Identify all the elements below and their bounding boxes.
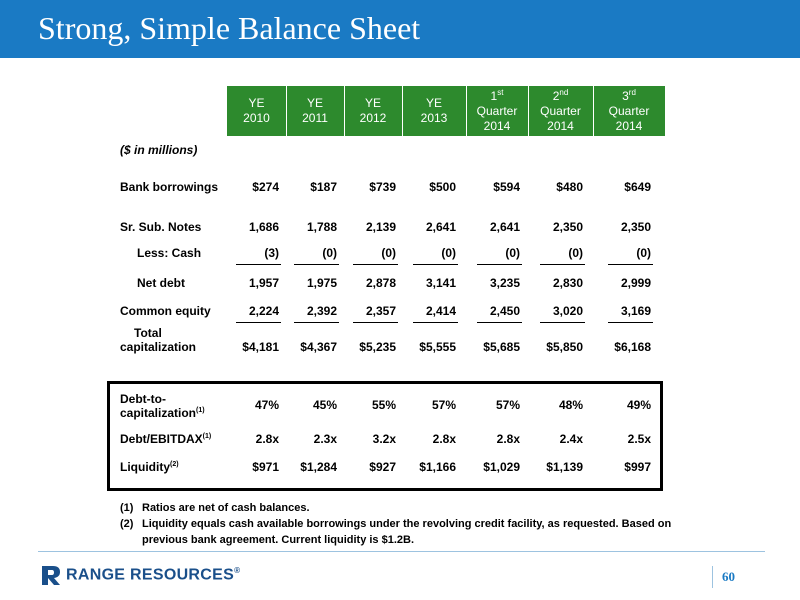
ratio-label: Liquidity$^{(2)}$ xyxy=(120,460,179,474)
table-cell: 2,878 xyxy=(365,276,396,290)
column-header-line1: 1st xyxy=(490,87,504,103)
column-header-line2: 2010 xyxy=(243,111,270,125)
subtotal-underline xyxy=(608,264,653,265)
row-label: Less: Cash xyxy=(137,246,202,260)
footnote xyxy=(120,516,680,548)
table-cell: 2,139 xyxy=(365,220,396,234)
ratio-cell: $997 xyxy=(624,460,651,474)
table-cell: $5,555 xyxy=(419,340,456,354)
subtotal-underline xyxy=(608,322,653,323)
subtotal-underline xyxy=(540,322,585,323)
page-title: Strong, Simple Balance Sheet xyxy=(38,10,421,46)
subtotal-underline xyxy=(236,264,281,265)
footnote-text: Ratios are net of cash balances. xyxy=(142,502,310,514)
column-header-line3: 2014 xyxy=(615,118,643,133)
ratio-cell: 2.3x xyxy=(313,432,337,446)
ratio-cell: 2.5x xyxy=(627,432,651,446)
subtotal-underline xyxy=(413,322,458,323)
column-header xyxy=(528,86,593,136)
footer-divider xyxy=(38,551,765,552)
footnote-number: (1) xyxy=(120,502,134,514)
ratio-cell: 55% xyxy=(371,398,396,412)
column-header-line1: YE xyxy=(364,96,381,110)
table-cell: $187 xyxy=(310,180,337,194)
table-cell: 3,235 xyxy=(489,276,520,290)
header-separator xyxy=(466,86,467,136)
table-cell: $5,235 xyxy=(359,340,396,354)
column-header-line1: YE xyxy=(306,96,323,110)
column-header xyxy=(466,86,528,136)
ratio-cell: 3.2x xyxy=(372,432,396,446)
table-cell: (0) xyxy=(568,246,583,260)
table-cell: 1,957 xyxy=(248,276,279,290)
table-cell: $649 xyxy=(624,180,651,194)
column-header-line1: 3rd xyxy=(622,87,636,103)
column-header-line2: 2011 xyxy=(302,111,328,125)
table-cell: $4,367 xyxy=(300,340,337,354)
ratio-cell: 49% xyxy=(626,398,651,412)
ratio-cell: 57% xyxy=(431,398,456,412)
table-cell: $5,850 xyxy=(546,340,583,354)
table-cell: 2,350 xyxy=(620,220,651,234)
footnotes xyxy=(120,500,680,548)
ratios-box xyxy=(107,381,663,491)
header-separator xyxy=(286,86,287,136)
table-cell: $6,168 xyxy=(614,340,651,354)
subtotal-underline xyxy=(477,322,522,323)
range-resources-logo xyxy=(40,564,240,586)
page-number-divider xyxy=(712,566,713,588)
column-header xyxy=(344,86,402,136)
subtotal-underline xyxy=(540,264,585,265)
ratio-cell: $1,139 xyxy=(546,460,583,474)
ratio-cell: $1,166 xyxy=(419,460,456,474)
table-cell: (0) xyxy=(381,246,396,260)
column-header-line2: Quarter xyxy=(540,103,581,118)
ratio-cell: $1,284 xyxy=(300,460,337,474)
logo-text: RANGE RESOURCES® xyxy=(66,565,241,584)
column-header-line3: 2014 xyxy=(483,118,511,133)
subtotal-underline xyxy=(413,264,458,265)
ratio-cell: $927 xyxy=(369,460,396,474)
column-header xyxy=(593,86,665,136)
ratio-cell: $971 xyxy=(252,460,279,474)
table-cell: 2,414 xyxy=(425,304,456,318)
table-cell: $480 xyxy=(556,180,583,194)
column-header-line1: YE xyxy=(425,96,442,110)
table-cell: 2,392 xyxy=(306,304,337,318)
table-cell: $4,181 xyxy=(242,340,279,354)
table-cell: 3,020 xyxy=(552,304,583,318)
footnote-number: (2) xyxy=(120,518,134,530)
ratio-cell: 57% xyxy=(495,398,520,412)
row-label: capitalization xyxy=(120,340,197,354)
subtotal-underline xyxy=(353,264,398,265)
table-cell: $5,685 xyxy=(483,340,520,354)
header-separator xyxy=(593,86,594,136)
table-cell: (0) xyxy=(441,246,456,260)
table-cell: 2,357 xyxy=(365,304,396,318)
table-cell: 2,350 xyxy=(552,220,583,234)
ratio-label: capitalization$^{(1)}$ xyxy=(120,406,205,420)
header-separator xyxy=(528,86,529,136)
table-cell: 2,830 xyxy=(552,276,583,290)
column-header-line2: Quarter xyxy=(608,103,650,118)
table-cell: 1,975 xyxy=(306,276,337,290)
table-cell: (3) xyxy=(264,246,279,260)
column-header-line2: 2013 xyxy=(420,111,448,125)
table-cell: 2,450 xyxy=(489,304,520,318)
table-cell: 3,141 xyxy=(425,276,456,290)
ratio-cell: 2.4x xyxy=(559,432,583,446)
ratio-cell: 48% xyxy=(558,398,583,412)
column-header-line3: 2014 xyxy=(547,118,574,133)
subtotal-underline xyxy=(477,264,522,265)
table-cell: 1,788 xyxy=(306,220,337,234)
table-cell: 1,686 xyxy=(248,220,279,234)
column-header xyxy=(227,86,286,136)
subtotal-underline xyxy=(236,322,281,323)
ratio-cell: 2.8x xyxy=(432,432,456,446)
column-header-line2: 2012 xyxy=(359,111,387,125)
row-label: Sr. Sub. Notes xyxy=(120,220,202,234)
ratio-cell: 45% xyxy=(312,398,337,412)
column-header xyxy=(402,86,466,136)
footnote xyxy=(120,500,680,516)
subtotal-underline xyxy=(294,322,339,323)
row-label: Bank borrowings xyxy=(120,180,219,194)
ratio-label: Debt/EBITDAX$^{(1)}$ xyxy=(120,432,212,446)
column-header-line1: 2nd xyxy=(552,87,569,103)
table-cell: 2,641 xyxy=(425,220,456,234)
row-label: Net debt xyxy=(137,276,185,290)
table-cell: $500 xyxy=(429,180,456,194)
table-cell: 2,641 xyxy=(489,220,520,234)
range-logo-icon xyxy=(40,564,62,586)
column-header-line2: Quarter xyxy=(476,103,518,118)
row-label: Total xyxy=(134,326,162,340)
header-separator xyxy=(344,86,345,136)
row-label: Common equity xyxy=(120,304,211,318)
table-cell: 2,999 xyxy=(620,276,651,290)
table-cell: (0) xyxy=(636,246,651,260)
page-number: 60 xyxy=(722,569,735,584)
header-separator xyxy=(402,86,403,136)
table-cell: (0) xyxy=(322,246,337,260)
table-cell: $274 xyxy=(252,180,279,194)
footnote-text: Liquidity equals cash available borrowings under the revolving credit facility, as requested. Based on previous bank agreement. Current liquidity is $1.2B. xyxy=(142,518,672,546)
ratio-label: Debt-to- xyxy=(120,392,166,406)
table-cell: 3,169 xyxy=(620,304,651,318)
ratio-cell: 2.8x xyxy=(496,432,520,446)
ratio-cell: 2.8x xyxy=(255,432,279,446)
subtotal-underline xyxy=(294,264,339,265)
subtotal-underline xyxy=(353,322,398,323)
ratio-cell: 47% xyxy=(254,398,279,412)
column-header-line1: YE xyxy=(248,96,265,110)
table-cell: (0) xyxy=(505,246,520,260)
table-cell: $739 xyxy=(369,180,396,194)
column-header xyxy=(286,86,344,136)
ratio-cell: $1,029 xyxy=(483,460,520,474)
table-cell: 2,224 xyxy=(248,304,279,318)
table-cell: $594 xyxy=(493,180,520,194)
units-label: ($ in millions) xyxy=(120,143,198,157)
